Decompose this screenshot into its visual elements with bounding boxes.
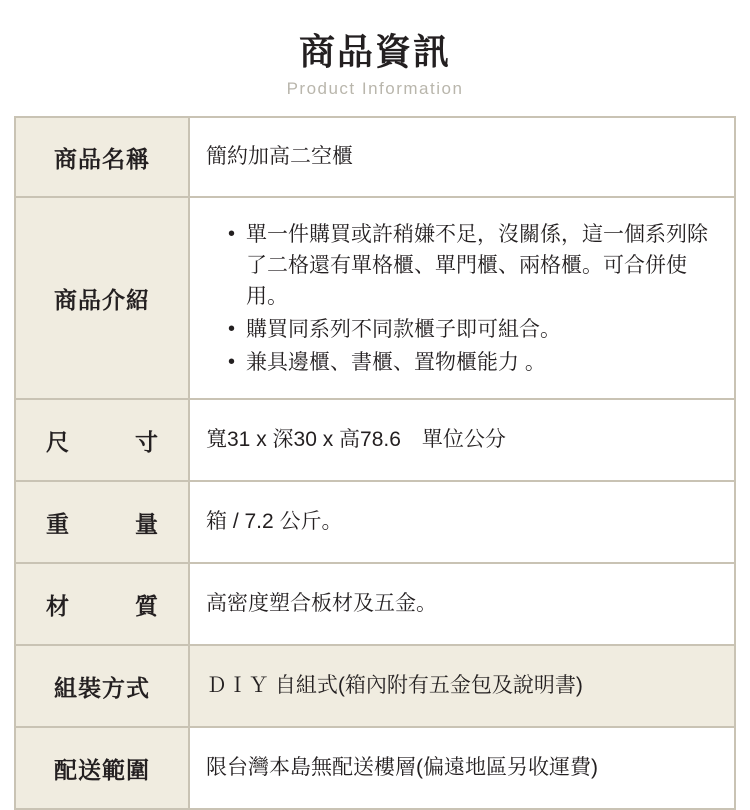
row-label-weight-text-b: 量 — [135, 510, 158, 537]
table-row-material — [15, 563, 735, 645]
product-spec-table — [14, 116, 736, 810]
list-item: • 單一件購買或許稍嫌不足，沒關係，這一個系列除了二格還有單格櫃、單門櫃、兩格櫃。可合併使用。 — [228, 219, 718, 312]
row-value-delivery-text: 限台灣本島無配送樓層(偏遠地區另收運費) — [206, 756, 598, 779]
row-label-product-name — [15, 117, 189, 197]
row-value-weight — [189, 481, 735, 563]
row-label-assembly — [15, 645, 189, 727]
row-value-material — [189, 563, 735, 645]
table-row-size — [15, 399, 735, 481]
page-subtitle: Product Information — [286, 79, 464, 98]
row-value-size-text: 寬31 x 深30 x 高78.6 單位公分 — [206, 428, 506, 451]
row-label-material-text-b: 質 — [135, 592, 158, 619]
row-value-material-text: 高密度塑合板材及五金。 — [206, 592, 437, 615]
row-label-weight — [15, 481, 189, 563]
row-value-assembly-text: ＤＩＹ 自組式(箱內附有五金包及說明書) — [206, 674, 583, 697]
row-label-size-text-a: 尺 — [46, 428, 69, 455]
row-label-assembly-text: 組裝方式 — [54, 674, 150, 701]
list-item: • 兼具邊櫃、書櫃、置物櫃能力 。 — [228, 347, 718, 378]
table-row-product-intro — [15, 197, 735, 399]
list-item: • 購買同系列不同款櫃子即可組合。 — [228, 314, 718, 345]
row-label-size — [15, 399, 189, 481]
row-label-size-text-b: 寸 — [135, 428, 158, 455]
page-header — [0, 0, 750, 102]
row-value-size — [189, 399, 735, 481]
table-row-product-name — [15, 117, 735, 197]
row-label-material — [15, 563, 189, 645]
row-label-delivery-text: 配送範圍 — [54, 756, 150, 783]
row-label-product-intro-text: 商品介紹 — [54, 286, 150, 313]
page-title: 商品資訊 — [298, 31, 451, 72]
table-row-delivery — [15, 727, 735, 809]
row-value-product-intro — [189, 197, 735, 399]
row-value-product-name-text: 簡約加高二空櫃 — [206, 145, 353, 168]
row-value-product-name — [189, 117, 735, 197]
table-row-weight — [15, 481, 735, 563]
row-value-delivery — [189, 727, 735, 809]
row-label-product-intro — [15, 197, 189, 399]
row-label-material-text-a: 材 — [46, 592, 69, 619]
row-label-weight-text-a: 重 — [46, 510, 69, 537]
row-label-delivery — [15, 727, 189, 809]
product-intro-list — [206, 219, 718, 378]
row-value-weight-text: 箱 / 7.2 公斤。 — [206, 510, 343, 533]
table-row-assembly — [15, 645, 735, 727]
row-label-product-name-text: 商品名稱 — [54, 145, 150, 172]
row-value-assembly — [189, 645, 735, 727]
